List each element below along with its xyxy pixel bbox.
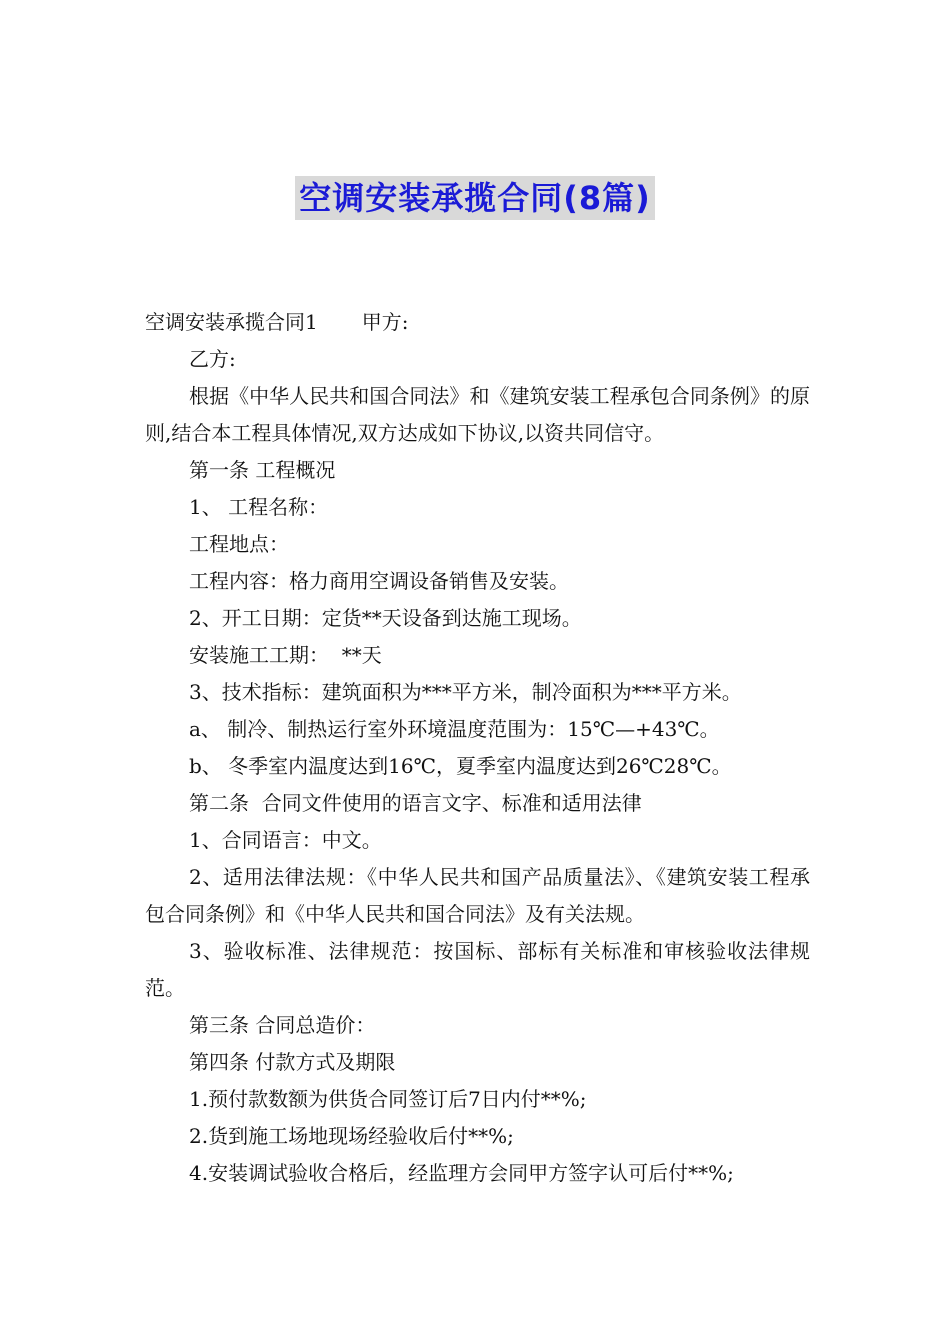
paragraph: 第一条 工程概况	[189, 458, 336, 482]
paragraph: a、 制冷、制热运行室外环境温度范围为：15℃—+43℃。	[189, 717, 720, 741]
title-wrap	[0, 176, 950, 220]
document-body	[145, 304, 810, 1192]
paragraph: 第三条 合同总造价：	[189, 1013, 376, 1037]
paragraph: 1、 工程名称：	[189, 495, 329, 519]
paragraph: 第四条 付款方式及期限	[189, 1050, 396, 1074]
paragraph: 安装施工工期： **天	[189, 643, 382, 667]
paragraph: 1、合同语言：中文。	[189, 828, 382, 852]
paragraph: 3、验收标准、法律规范：按国标、部标有关标准和审核验收法律规范。	[145, 939, 810, 1000]
paragraph: b、 冬季室内温度达到16℃，夏季室内温度达到26℃28℃。	[189, 754, 732, 778]
paragraph: 工程地点：	[189, 532, 289, 556]
paragraph: 乙方:	[189, 347, 236, 371]
paragraph: 1.预付款数额为供货合同签订后7日内付**%;	[189, 1087, 587, 1111]
contract-heading: 空调安装承揽合同1	[145, 310, 318, 334]
paragraph: 工程内容：格力商用空调设备销售及安装。	[189, 569, 569, 593]
paragraph: 2、适用法律法规：《中华人民共和国产品质量法》、《建筑安装工程承包合同条例》和《中华人民共和国合同法》及有关法规。	[145, 865, 810, 926]
paragraph: 第二条 合同文件使用的语言文字、标准和适用法律	[189, 791, 642, 815]
party-a-label: 甲方:	[361, 310, 409, 334]
paragraph: 根据《中华人民共和国合同法》和《建筑安装工程承包合同条例》的原则,结合本工程具体情况,双方达成如下协议,以资共同信守。	[145, 384, 810, 445]
paragraph: 2、开工日期：定货**天设备到达施工现场。	[189, 606, 582, 630]
document-title: 空调安装承揽合同(8篇)	[295, 176, 655, 220]
paragraph: 3、技术指标：建筑面积为***平方米，制冷面积为***平方米。	[189, 680, 742, 704]
paragraph: 2.货到施工场地现场经验收后付**%;	[189, 1124, 514, 1148]
first-line	[145, 304, 810, 341]
paragraph: 4.安装调试验收合格后，经监理方会同甲方签字认可后付**%;	[189, 1161, 734, 1185]
